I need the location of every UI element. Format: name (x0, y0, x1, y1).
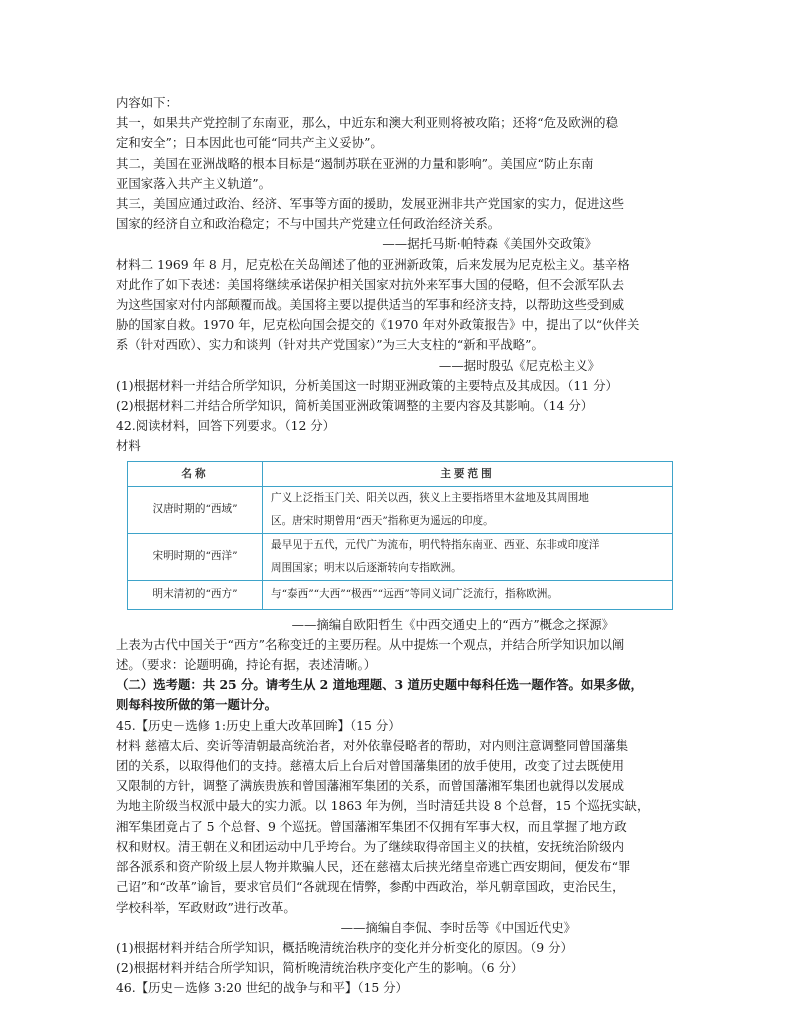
table-row (128, 486, 673, 533)
text-line: 材料 慈禧太后、奕䜣等清朝最高统治者，对外依靠侵略者的帮助，对内则注意调整同曾国藩集 (116, 737, 628, 753)
table-cell-name: 宋明时期的“西洋” (128, 533, 263, 580)
text-line: 系（针对西欧）、实力和谈判（针对共产党国家）”为三大支柱的“新和平战略”。 (116, 337, 544, 353)
question-text: (1)根据材料一并结合所学知识，分析美国这一时期亚洲政策的主要特点及其成因。（11 分） (116, 377, 618, 393)
text-line: 其一，如果共产党控制了东南亚，那么，中近东和澳大利亚则将被攻陷；还将“危及欧洲的稳 (116, 115, 618, 131)
text-line: 己诏”和“改革”谕旨，要求官员们“各就现在情弊，参酌中西政治，举凡朝章国政，吏治民生， (116, 879, 625, 895)
west-names-table (127, 461, 673, 610)
scope-line: 周围国家；明末以后逐渐转向专指欧洲。 (271, 561, 462, 574)
table-row (128, 533, 673, 580)
text-line: 内容如下： (116, 95, 178, 110)
text-line: 胁的国家自救。1970 年，尼克松向国会提交的《1970 年对外政策报告》中，提出了以“伙伴关 (116, 317, 640, 333)
elective-instructions (116, 675, 676, 715)
text-line: 国家的经济自立和政治稳定；不与中国共产党建立任何政治经济关系。 (116, 216, 501, 232)
text-line: 学校科举，军政财政”进行改革。 (116, 899, 296, 915)
text-line: 湘军集团竟占了 5 个总督、9 个巡抚。曾国藩湘军集团不仅拥有军事大权，而且掌握了地方政 (116, 818, 627, 834)
text-line: 定和安全”；日本因此也可能“同共产主义妥协”。 (116, 135, 383, 151)
text-line: 为这些国家对付内部颠覆而战。美国将主要以提供适当的军事和经济支持，以帮助这些受到威 (116, 297, 625, 313)
section-heading: 则每科按所做的第一题计分。 (116, 697, 278, 713)
material-one (116, 93, 676, 255)
text-line: 上表为古代中国关于“西方”名称变迁的主要历程。从中提炼一个观点，并结合所学知识加以阐 (116, 636, 625, 652)
question-text: (1)根据材料并结合所学知识，概括晚清统治秩序的变化并分析变化的原因。（9 分） (116, 939, 573, 955)
material-two (116, 255, 676, 376)
text-line: 又限制的方针，调整了满族贵族和曾国藩湘军集团的关系，而曾国藩湘军集团也就得以发展成 (116, 778, 625, 794)
question-text: (2)根据材料二并结合所学知识，简析美国亚洲政策调整的主要内容及其影响。（14 分） (116, 398, 594, 414)
question-42-body (116, 615, 676, 676)
question-heading: 42.阅读材料，回答下列要求。（12 分） (116, 418, 336, 434)
section-heading: （二）选考题：共 25 分。请考生从 2 道地理题、3 道历史题中每科任选一题作答。如果多做， (116, 677, 643, 693)
question-45-tasks (116, 938, 676, 999)
source-citation: ——摘编自李侃、李时岳等《中国近代史》 (340, 919, 576, 935)
question-heading: 45.【历史－选修 1:历史上重大改革回眸】（15 分） (116, 717, 401, 733)
table-row (128, 580, 673, 609)
question-text: (2)根据材料并结合所学知识，简析晚清统治秩序变化产生的影响。（6 分） (116, 960, 524, 976)
table-cell-name: 汉唐时期的“西域” (128, 486, 263, 533)
scope-line: 与“泰西”“大西”“极西”“远西”等同义词广泛流行，指称欧洲。 (271, 588, 558, 601)
text-line: 其二，美国在亚洲战略的根本目标是“遏制苏联在亚洲的力量和影响”。美国应“防止东南 (116, 155, 594, 171)
exam-page (116, 93, 676, 999)
text-line: 为地主阶级当权派中最大的实力派。以 1863 年为例，当时清廷共设 8 个总督，15 个巡抚实缺， (116, 798, 650, 814)
source-citation: ——据托马斯·帕特森《美国外交政策》 (382, 236, 597, 252)
question-41 (116, 376, 676, 457)
text-line: 材料二 1969 年 8 月，尼克松在关岛阐述了他的亚洲新政策，后来发展为尼克松主义。基辛格 (116, 256, 630, 272)
table-header-row (128, 461, 673, 486)
text-line: 述。（要求：论题明确，持论有据，表述清晰。） (116, 657, 377, 673)
text-line: 亚国家落入共产主义轨道”。 (116, 175, 272, 191)
scope-line: 最早见于五代，元代广为流布，明代特指东南亚、西亚、东非或印度洋 (271, 538, 600, 551)
text-line: 其三，美国应通过政治、经济、军事等方面的援助，发展亚洲非共产党国家的实力，促进这些 (116, 196, 625, 212)
material-label: 材料 (116, 438, 141, 454)
text-line: 权和财权。清王朝在义和团运动中几乎垮台。为了继续取得帝国主义的扶植，安抚统治阶级内 (116, 838, 625, 854)
scope-line: 区。唐宋时期曾用“西天”指称更为遥远的印度。 (271, 514, 494, 527)
table-header-name: 名称 (128, 461, 263, 486)
text-line: 对此作了如下表述：美国将继续承诺保护相关国家对抗外来军事大国的侵略，但不会派军队去 (116, 276, 625, 292)
table-cell-scope (263, 533, 673, 580)
question-heading: 46.【历史－选修 3:20 世纪的战争与和平】（15 分） (116, 980, 408, 996)
text-line: 部各派系和资产阶级上层人物并欺骗人民，还在慈禧太后挟光绪皇帝逃亡西安期间，便发布“罪 (116, 859, 631, 875)
table-cell-scope (263, 486, 673, 533)
scope-line: 广义上泛指玉门关、阳关以西，狭义上主要指塔里木盆地及其周围地 (271, 491, 589, 504)
table-cell-scope (263, 580, 673, 609)
source-citation: ——摘编自欧阳哲生《中西交通史上的“西方”概念之探源》 (291, 616, 614, 632)
text-line: 团的关系，以取得他们的支持。慈禧太后上台后对曾国藩集团的放手使用，改变了过去既使用 (116, 758, 625, 774)
table-header-scope: 主要范围 (263, 461, 673, 486)
question-45 (116, 716, 676, 938)
table-cell-name: 明末清初的“西方” (128, 580, 263, 609)
source-citation: ——据时殷弘《尼克松主义》 (438, 357, 600, 373)
